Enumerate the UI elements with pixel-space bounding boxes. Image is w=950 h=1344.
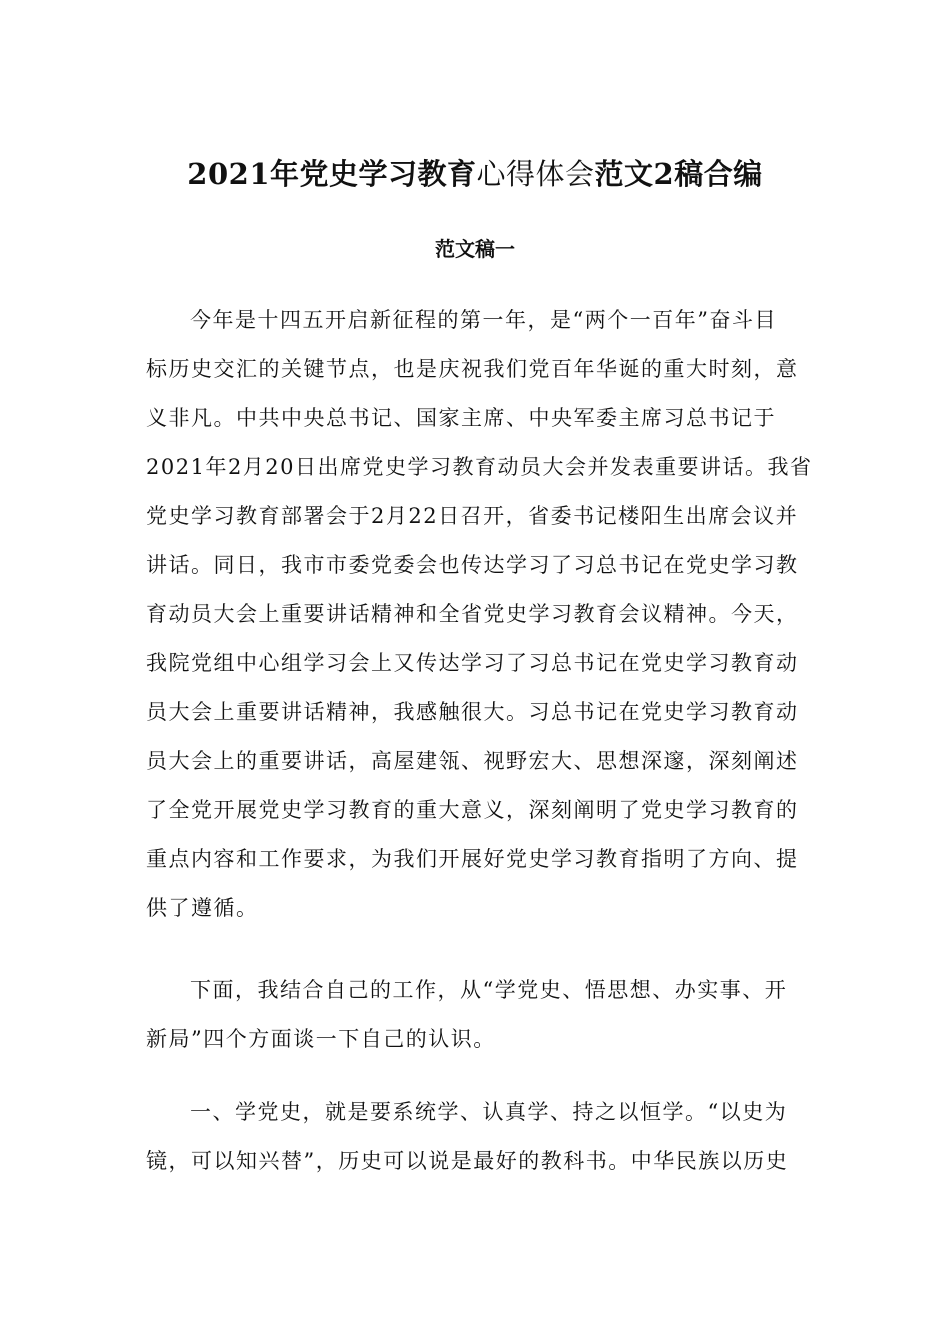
paragraph-1-line: 党史学习教育部署会于2月22日召开，省委书记楼阳生出席会议并 xyxy=(146,504,799,528)
paragraph-1-line: 员大会上重要讲话精神，我感触很大。习总书记在党史学习教育动 xyxy=(146,700,799,724)
paragraph-1-line: 2021年2月20日出席党史学习教育动员大会并发表重要讲话。我省 xyxy=(146,455,813,479)
paragraph-1-line: 义非凡。中共中央总书记、国家主席、中央军委主席习总书记于 xyxy=(146,406,776,430)
section-heading: 范文稿一 xyxy=(435,237,515,261)
paragraph-1-line: 员大会上的重要讲话，高屋建瓴、视野宏大、思想深邃，深刻阐述 xyxy=(146,749,799,773)
title-part-bold-1: 2021年党史学习教育 xyxy=(187,157,477,191)
document-title xyxy=(0,152,950,193)
paragraph-3-line: 镜，可以知兴替”，历史可以说是最好的教科书。中华民族以历史 xyxy=(146,1149,789,1173)
paragraph-2-line: 新局”四个方面谈一下自己的认识。 xyxy=(146,1027,496,1051)
paragraph-1-line: 供了遵循。 xyxy=(146,896,259,920)
title-part-bold-2: 范文2稿合编 xyxy=(594,157,763,191)
paragraph-1-line: 我院党组中心组学习会上又传达学习了习总书记在党史学习教育动 xyxy=(146,651,799,675)
paragraph-1-line: 育动员大会上重要讲话精神和全省党史学习教育会议精神。今天， xyxy=(146,602,799,626)
paragraph-3-line: 一、学党史，就是要系统学、认真学、持之以恒学。“以史为 xyxy=(190,1100,788,1124)
paragraph-1-line: 重点内容和工作要求，为我们开展好党史学习教育指明了方向、提 xyxy=(146,847,799,871)
paragraph-1-line: 标历史交汇的关键节点，也是庆祝我们党百年华诞的重大时刻，意 xyxy=(146,357,799,381)
title-part-light: 心得体会 xyxy=(476,157,595,191)
paragraph-1-line: 今年是十四五开启新征程的第一年，是“两个一百年”奋斗目 xyxy=(190,308,777,332)
paragraph-2-line: 下面，我结合自己的工作，从“学党史、悟思想、办实事、开 xyxy=(190,978,788,1002)
paragraph-1-line: 讲话。同日，我市市委党委会也传达学习了习总书记在党史学习教 xyxy=(146,553,799,577)
paragraph-1-line: 了全党开展党史学习教育的重大意义，深刻阐明了党史学习教育的 xyxy=(146,798,799,822)
